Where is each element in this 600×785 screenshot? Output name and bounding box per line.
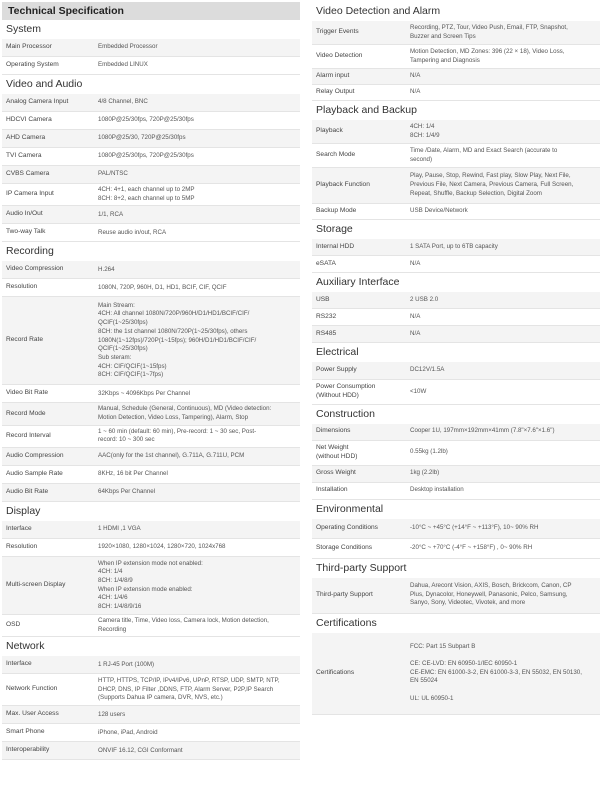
spec-label: Backup Mode — [316, 207, 357, 215]
spec-row — [2, 615, 300, 637]
spec-label: Resolution — [6, 543, 38, 551]
spec-label: Record Mode — [6, 409, 46, 417]
spec-row — [2, 674, 300, 706]
spec-row — [2, 297, 300, 385]
spec-value: 128 users — [98, 710, 126, 718]
spec-table-third-party-support — [312, 578, 600, 614]
spec-row — [2, 39, 300, 57]
spec-table-electrical — [312, 362, 600, 405]
section-heading-third-party-support: Third-party Support — [316, 561, 407, 574]
spec-label: IP Camera Input — [6, 190, 54, 198]
spec-row — [2, 656, 300, 674]
spec-row — [312, 309, 600, 326]
spec-row — [2, 742, 300, 760]
spec-value: FCC: Part 15 Subpart B CE: CE-LVD: EN 60950-1/IEC 60950-1 CE-EMC: EN 61000-3-2, EN 61000-3-3, EN 55032, EN 50130, EN 55024 UL: UL 60950-1 — [410, 642, 582, 702]
spec-value: Embedded Processor — [98, 43, 158, 51]
spec-value: 1 ~ 60 min (default: 60 min), Pre-record: 1 ~ 30 sec, Post- record: 10 ~ 300 sec — [98, 427, 257, 444]
spec-label: AHD Camera — [6, 134, 46, 142]
spec-value: Camera title, Time, Video loss, Camera lock, Motion detection, Recording — [98, 617, 269, 633]
spec-row — [312, 483, 600, 500]
section-heading-construction: Construction — [316, 407, 375, 420]
spec-label: HDCVI Camera — [6, 116, 52, 124]
spec-label: Power Supply — [316, 366, 357, 374]
spec-value: 4/8 Channel, BNC — [98, 98, 148, 106]
right-sections — [312, 2, 600, 715]
spec-label: RS232 — [316, 312, 337, 320]
spec-label: Operating System — [6, 61, 59, 69]
spec-value: Main Stream: 4CH: All channel 1080N/720P/960H/D1/HD1/BCIF/CIF/ QCIF(1~25/30fps) 8CH: the 1st channel 1080N/720P(1~25/30fps), others 1080N(1~12fps)/720P(1~15fps); 960H/D1/HD1/BCIF/CIF/ QCIF(1~25/30fps) Sub steram: 4CH: CIF/QCIF(1~15fps) 8CH: CIF/QCIF(1~7fps) — [98, 301, 257, 379]
spec-value: When IP extension mode not enabled: 4CH: 1/4 8CH: 1/4/8/9 When IP extension mode enabled: 4CH: 1/4/6 8CH: 1/4/8/9/16 — [98, 559, 203, 610]
spec-label: Max. User Access — [6, 710, 59, 718]
spec-value: DC12V/1.5A — [410, 366, 445, 374]
spec-table-system — [2, 39, 300, 75]
spec-table-recording — [2, 261, 300, 502]
spec-row — [2, 261, 300, 279]
spec-value: 1 SATA Port, up to 6TB capacity — [410, 242, 498, 250]
spec-label: Resolution — [6, 283, 38, 291]
spec-value: 1 HDMI ,1 VGA — [98, 525, 141, 533]
page-title: Technical Specification — [2, 2, 300, 20]
spec-label: Alarm input — [316, 72, 350, 80]
spec-label: Audio Compression — [6, 452, 64, 460]
spec-label: Third-party Support — [316, 590, 373, 598]
spec-value: 1kg (2.2lb) — [410, 469, 440, 477]
spec-value: Time /Date, Alarm, MD and Exact Search (accurate to second) — [410, 146, 558, 163]
spec-label: Net Weight (without HDD) — [316, 443, 358, 460]
spec-value: N/A — [410, 312, 421, 320]
left-sections — [2, 20, 300, 760]
spec-value: 1 RJ-45 Port (100M) — [98, 660, 155, 668]
spec-row — [2, 224, 300, 242]
spec-row — [2, 448, 300, 466]
spec-row — [312, 239, 600, 256]
section-heading-auxiliary-interface: Auxiliary Interface — [316, 276, 400, 288]
spec-value: N/A — [410, 259, 421, 267]
spec-value: USB Device/Network — [410, 207, 468, 215]
spec-row — [2, 403, 300, 425]
spec-value: 64Kbps Per Channel — [98, 488, 156, 496]
spec-label: eSATA — [316, 259, 336, 267]
spec-value: 1080P@25/30fps, 720P@25/30fps — [98, 116, 194, 124]
spec-label: TVI Camera — [6, 152, 42, 160]
spec-row — [2, 148, 300, 166]
spec-table-video-detection-and-alarm — [312, 21, 600, 101]
spec-label: Internal HDD — [316, 242, 355, 250]
spec-value: ONVIF 16.12, CGI Conformant — [98, 746, 183, 754]
spec-value: 1080P@25/30, 720P@25/30fps — [98, 134, 186, 142]
spec-value: 1080P@25/30fps, 720P@25/30fps — [98, 152, 194, 160]
spec-label: Record Rate — [6, 336, 44, 344]
spec-value: 4CH: 4+1, each channel up to 2MP 8CH: 8+2, each channel up to 5MP — [98, 186, 195, 202]
spec-label: Record Interval — [6, 431, 51, 439]
spec-label: Interoperability — [6, 746, 50, 754]
spec-label: Audio In/Out — [6, 210, 43, 218]
spec-label: Operating Conditions — [316, 523, 378, 531]
spec-table-environmental — [312, 519, 600, 559]
spec-table-playback-and-backup — [312, 120, 600, 220]
section-heading-certifications: Certifications — [316, 616, 377, 629]
spec-value: iPhone, iPad, Android — [98, 728, 158, 736]
spec-row — [312, 292, 600, 309]
spec-row — [312, 326, 600, 343]
spec-value: 8KHz, 16 bit Per Channel — [98, 470, 168, 478]
spec-label: USB — [316, 295, 330, 303]
spec-label: Installation — [316, 486, 348, 494]
spec-label: Video Compression — [6, 265, 64, 273]
spec-label: Video Bit Rate — [6, 389, 49, 397]
spec-value: Cooper 1U, 197mm×192mm×41mm (7.8"×7.6"×1.6") — [410, 427, 555, 435]
spec-row — [2, 706, 300, 724]
spec-row — [2, 94, 300, 112]
spec-table-auxiliary-interface — [312, 292, 600, 343]
spec-row — [312, 45, 600, 69]
spec-value: 1080N, 720P, 960H, D1, HD1, BCIF, CIF, QCIF — [98, 283, 227, 291]
spec-row — [312, 633, 600, 715]
spec-row — [312, 466, 600, 483]
spec-row — [312, 144, 600, 168]
spec-value: Dahua, Arecont Vision, AXIS, Bosch, Brickcom, Canon, CP Plus, Dynacolor, Honeywell, Panasonic, Pelco, Samsung, Sanyo, Sony, Videotec, Vivotek, and more — [410, 582, 572, 607]
spec-row — [312, 519, 600, 539]
spec-table-network — [2, 656, 300, 760]
spec-value: H.264 — [98, 265, 115, 273]
spec-value: Motion Detection, MD Zones: 396 (22 × 18), Video Loss, Tampering and Diagnosis — [410, 47, 565, 64]
spec-value: PAL/NTSC — [98, 170, 128, 178]
spec-value: 32Kbps ~ 4096Kbps Per Channel — [98, 389, 191, 397]
spec-value: -20°C ~ +70°C (-4°F ~ +158°F) , 0~ 90% RH — [410, 543, 533, 551]
spec-label: Multi-screen Display — [6, 581, 66, 589]
section-heading-video-and-audio: Video and Audio — [6, 78, 83, 90]
spec-table-display — [2, 521, 300, 637]
spec-value: <10W — [410, 387, 427, 395]
spec-value: 1920×1080, 1280×1024, 1280×720, 1024x768 — [98, 543, 226, 551]
section-heading-system: System — [6, 23, 42, 35]
spec-row — [2, 166, 300, 184]
spec-row — [312, 424, 600, 441]
spec-value: N/A — [410, 88, 421, 96]
spec-row — [312, 380, 600, 405]
spec-label: Search Mode — [316, 151, 356, 159]
section-heading-network: Network — [6, 640, 45, 653]
spec-table-certifications — [312, 633, 600, 715]
section-heading-electrical: Electrical — [316, 346, 359, 358]
spec-row — [312, 362, 600, 380]
spec-row — [2, 539, 300, 557]
spec-label: Main Processor — [6, 43, 52, 51]
spec-label: Storage Conditions — [316, 543, 373, 551]
spec-label: RS485 — [316, 329, 337, 337]
spec-label: OSD — [6, 621, 21, 629]
spec-value: Embedded LINUX — [98, 61, 148, 69]
spec-label: Audio Sample Rate — [6, 470, 63, 478]
section-heading-playback-and-backup: Playback and Backup — [316, 104, 417, 116]
spec-row — [2, 184, 300, 206]
spec-value: 0.55kg (1.2lb) — [410, 448, 448, 456]
spec-value: Recording, PTZ, Tour, Video Push, Email, FTP, Snapshot, Buzzer and Screen Tips — [410, 23, 568, 40]
spec-row — [312, 21, 600, 45]
spec-row — [2, 57, 300, 75]
spec-row — [312, 539, 600, 559]
spec-row — [2, 466, 300, 484]
spec-row — [2, 385, 300, 403]
spec-label: Smart Phone — [6, 728, 45, 736]
spec-row — [312, 578, 600, 614]
spec-row — [2, 130, 300, 148]
spec-value: Play, Pause, Stop, Rewind, Fast play, Slow Play, Next File, Previous File, Next Camera, Previous Camera, Full Screen, Repeat, Shuffle, Backup Selection, Digital Zoom — [410, 172, 574, 197]
spec-row — [2, 557, 300, 615]
spec-label: Audio Bit Rate — [6, 488, 49, 496]
spec-label: Dimensions — [316, 427, 351, 435]
spec-row — [312, 85, 600, 101]
spec-row — [2, 206, 300, 224]
spec-value: N/A — [410, 72, 421, 80]
spec-value: N/A — [410, 329, 421, 337]
spec-row — [2, 426, 300, 448]
spec-row — [312, 120, 600, 144]
spec-table-construction — [312, 424, 600, 500]
spec-value: Reuse audio in/out, RCA — [98, 228, 167, 236]
spec-row — [2, 521, 300, 539]
spec-value: 2 USB 2.0 — [410, 295, 439, 303]
spec-row — [312, 204, 600, 220]
section-heading-environmental: Environmental — [316, 502, 384, 515]
spec-label: Relay Output — [316, 88, 355, 96]
spec-value: Manual, Schedule (General, Continuous), MD (Video detection: Motion Detection, Video Loss, Tampering), Alarm, Stop — [98, 405, 272, 422]
spec-row — [2, 484, 300, 502]
spec-label: Certifications — [316, 668, 355, 676]
spec-label: Analog Camera Input — [6, 98, 69, 106]
spec-value: AAC(only for the 1st channel), G.711A, G.711U, PCM — [98, 452, 245, 460]
spec-label: Interface — [6, 525, 32, 533]
spec-label: Trigger Events — [316, 28, 359, 36]
spec-row — [312, 69, 600, 85]
section-heading-display: Display — [6, 505, 41, 518]
spec-row — [312, 441, 600, 466]
spec-row — [2, 279, 300, 297]
spec-label: Video Detection — [316, 52, 363, 60]
spec-value: Desktop installation — [410, 486, 464, 494]
spec-row — [2, 724, 300, 742]
spec-value: HTTP, HTTPS, TCP/IP, IPv4/IPv6, UPnP, RTSP, UDP, SMTP, NTP, DHCP, DNS, IP Filter ,DDNS, FTP, Alarm Server, P2P,IP Search (Supports Dahua IP camera, DVR, NVS, etc.) — [98, 676, 280, 702]
spec-row — [312, 256, 600, 273]
spec-label: Playback — [316, 127, 343, 135]
spec-label: CVBS Camera — [6, 170, 50, 178]
spec-value: -10°C ~ +45°C (+14°F ~ +113°F), 10~ 90% RH — [410, 523, 539, 531]
spec-row — [2, 112, 300, 130]
spec-label: Interface — [6, 660, 32, 668]
spec-row — [312, 168, 600, 204]
spec-label: Two-way Talk — [6, 228, 46, 236]
spec-table-video-and-audio — [2, 94, 300, 242]
section-heading-storage: Storage — [316, 223, 353, 235]
spec-label: Playback Function — [316, 181, 370, 189]
spec-value: 4CH: 1/4 8CH: 1/4/9 — [410, 122, 440, 139]
section-heading-video-detection-and-alarm: Video Detection and Alarm — [316, 5, 441, 17]
spec-label: Power Consumption (Without HDD) — [316, 383, 376, 399]
right-column — [312, 2, 600, 715]
section-heading-recording: Recording — [6, 245, 54, 258]
spec-label: Gross Weight — [316, 469, 356, 477]
spec-label: Network Function — [6, 685, 58, 693]
left-column — [2, 0, 300, 760]
spec-value: 1/1, RCA — [98, 210, 124, 218]
spec-table-storage — [312, 239, 600, 273]
